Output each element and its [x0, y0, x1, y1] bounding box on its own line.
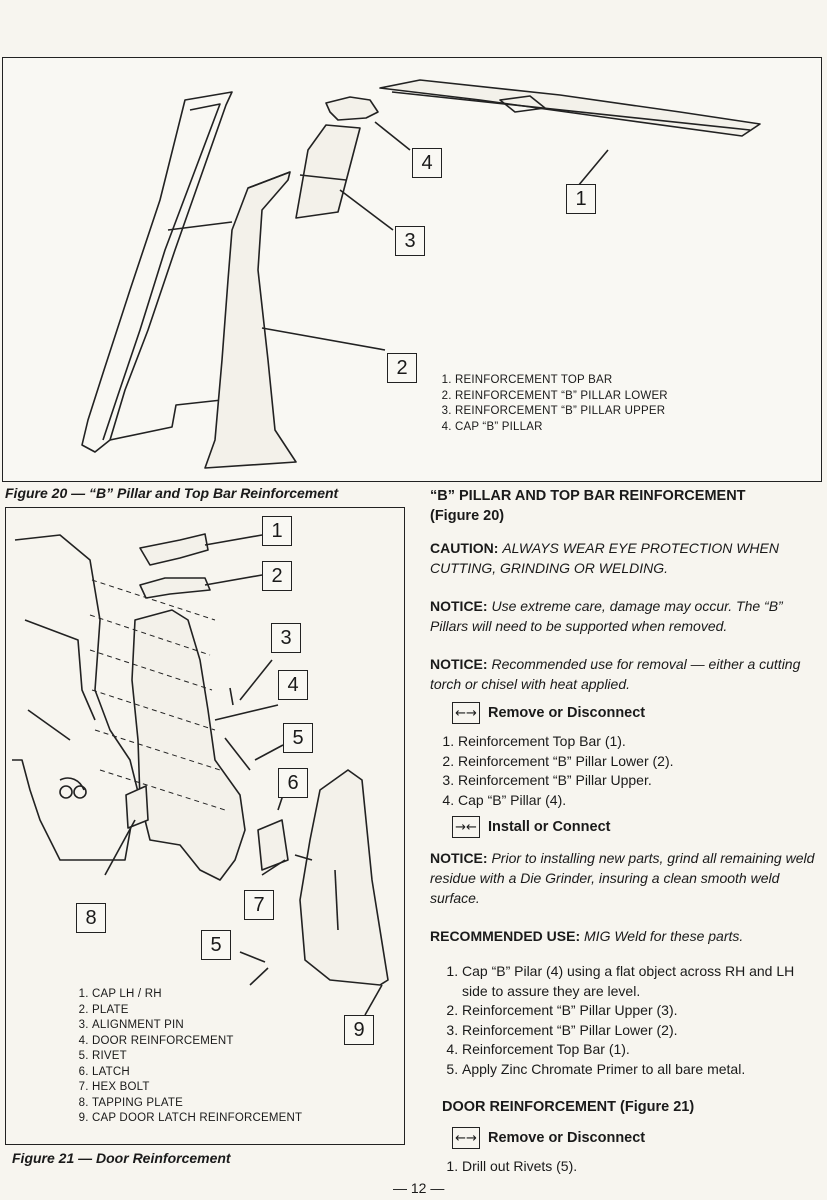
legend-item: 9. CAP DOOR LATCH REINFORCEMENT — [92, 1111, 302, 1127]
fig20-pillar-upper — [296, 125, 360, 218]
fig20-pillar-lower — [205, 172, 296, 468]
legend-item: 4. DOOR REINFORCEMENT — [92, 1034, 302, 1050]
notice-label: NOTICE: — [430, 656, 488, 672]
fig21-callout-5: 5 — [283, 723, 313, 753]
recommended-paragraph — [430, 926, 822, 946]
remove-disconnect-icon: ←→ — [452, 1127, 480, 1149]
figure-20-caption: Figure 20 — “B” Pillar and Top Bar Reinforcement — [5, 485, 339, 501]
legend-item: 4. CAP “B” PILLAR — [455, 420, 668, 436]
fig21-callout-8: 8 — [76, 903, 106, 933]
fig20-callout-1: 1 — [566, 184, 596, 214]
notice-paragraph — [430, 654, 822, 694]
fig21-callout-3: 3 — [271, 623, 301, 653]
notice-paragraph — [430, 848, 822, 908]
fig21-callout-7: 7 — [244, 890, 274, 920]
door-section-heading: DOOR REINFORCEMENT (Figure 21) — [442, 1099, 695, 1115]
legend-item: 7. HEX BOLT — [92, 1080, 302, 1096]
legend-item: 2. REINFORCEMENT “B” PILLAR LOWER — [455, 389, 668, 405]
legend-item: 2. PLATE — [92, 1003, 302, 1019]
install-steps — [430, 962, 822, 1079]
list-item: 1. Drill out Rivets (5). — [462, 1157, 822, 1177]
install-label: Install or Connect — [488, 819, 611, 835]
fig21-callout-4: 4 — [278, 670, 308, 700]
legend-item: 1. REINFORCEMENT TOP BAR — [455, 373, 668, 389]
list-item: 4. Reinforcement Top Bar (1). — [462, 1040, 822, 1060]
fig21-callout-6: 6 — [278, 768, 308, 798]
fig21-callout-1: 1 — [262, 516, 292, 546]
section-heading: “B” PILLAR AND TOP BAR REINFORCEMENT — [430, 488, 746, 504]
notice-text: Prior to installing new parts, grind all remaining weld residue with a Die Grinder, insuring a clean smooth weld surface. — [430, 850, 815, 906]
remove-steps — [430, 732, 822, 810]
recommended-label: RECOMMENDED USE: — [430, 928, 581, 944]
fig20-cap — [326, 97, 378, 120]
fig20-top-bar — [380, 80, 760, 136]
fig21-callout-9: 9 — [344, 1015, 374, 1045]
door-remove-steps — [430, 1157, 822, 1177]
instructions-column — [430, 486, 822, 1177]
fig21-legend — [74, 987, 302, 1127]
list-item: 3. Reinforcement “B” Pillar Lower (2). — [462, 1021, 822, 1041]
notice-label: NOTICE: — [430, 850, 488, 866]
section-subheading: (Figure 20) — [430, 508, 505, 524]
caution-paragraph — [430, 538, 822, 578]
notice-label: NOTICE: — [430, 598, 488, 614]
install-connect-icon: →← — [452, 816, 480, 838]
remove-disconnect-icon: ←→ — [452, 702, 480, 724]
list-item: 1. Reinforcement Top Bar (1). — [458, 732, 822, 752]
notice-text: Use extreme care, damage may occur. The “B” Pillars will need to be supported when removed. — [430, 598, 783, 634]
fig20-legend — [437, 373, 668, 435]
remove-label: Remove or Disconnect — [488, 1130, 646, 1146]
fig20-callout-4: 4 — [412, 148, 442, 178]
list-item: 5. Apply Zinc Chromate Primer to all bare metal. — [462, 1060, 822, 1080]
fig20-pillar-frame — [82, 92, 232, 452]
remove-label: Remove or Disconnect — [488, 705, 646, 721]
remove-row — [452, 702, 822, 724]
fig20-callout-3: 3 — [395, 226, 425, 256]
legend-item: 5. RIVET — [92, 1049, 302, 1065]
legend-item: 1. CAP LH / RH — [92, 987, 302, 1003]
list-item: 3. Reinforcement “B” Pillar Upper. — [458, 771, 822, 791]
page-number: — 12 — — [393, 1180, 445, 1196]
caution-text: ALWAYS WEAR EYE PROTECTION WHEN CUTTING, GRINDING OR WELDING. — [430, 540, 779, 576]
remove-row — [452, 1127, 822, 1149]
legend-item: 3. ALIGNMENT PIN — [92, 1018, 302, 1034]
list-item: 4. Cap “B” Pillar (4). — [458, 791, 822, 811]
list-item: 2. Reinforcement “B” Pillar Upper (3). — [462, 1001, 822, 1021]
install-row — [452, 816, 822, 838]
legend-item: 3. REINFORCEMENT “B” PILLAR UPPER — [455, 404, 668, 420]
fig21-callout-5b: 5 — [201, 930, 231, 960]
legend-item: 6. LATCH — [92, 1065, 302, 1081]
notice-paragraph — [430, 596, 822, 636]
list-item: 1. Cap “B” Pilar (4) using a flat object across RH and LH side to assure they are level. — [462, 962, 822, 1001]
caution-label: CAUTION: — [430, 540, 499, 556]
fig21-callout-2: 2 — [262, 561, 292, 591]
list-item: 2. Reinforcement “B” Pillar Lower (2). — [458, 752, 822, 772]
figure-21-caption: Figure 21 — Door Reinforcement — [12, 1150, 231, 1166]
fig20-callout-2: 2 — [387, 353, 417, 383]
legend-item: 8. TAPPING PLATE — [92, 1096, 302, 1112]
recommended-text: MIG Weld for these parts. — [584, 928, 744, 944]
notice-text: Recommended use for removal — either a cutting torch or chisel with heat applied. — [430, 656, 801, 692]
